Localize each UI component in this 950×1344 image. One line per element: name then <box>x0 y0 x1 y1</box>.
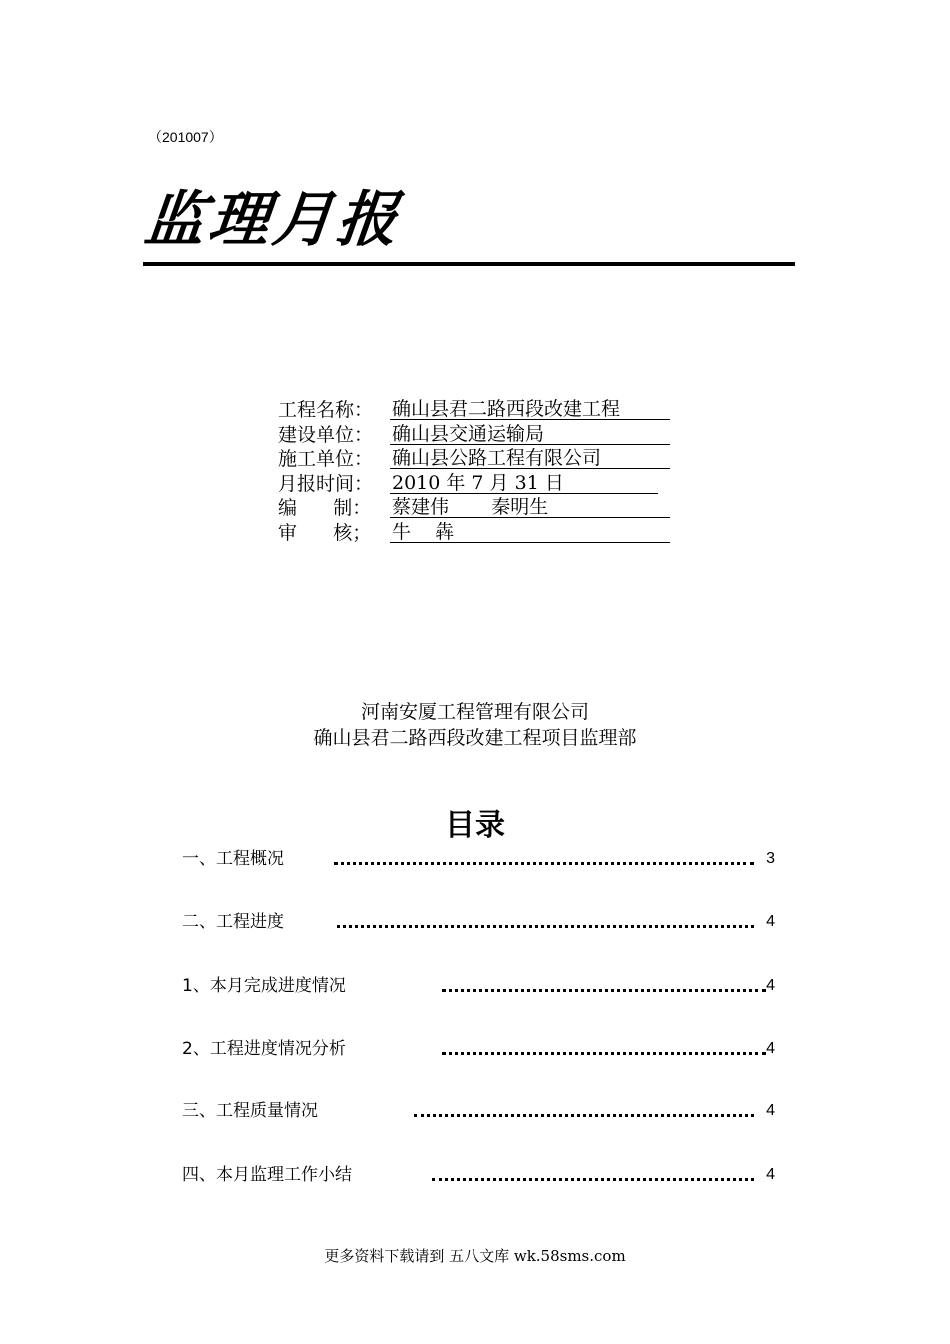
info-value: 蔡建伟 秦明生 <box>390 496 670 518</box>
info-value: 确山县公路工程有限公司 <box>390 447 670 469</box>
toc-title: 目录 <box>445 808 505 843</box>
info-row-project-name <box>278 398 670 423</box>
document-title: 监理月报 <box>141 185 405 255</box>
info-label: 编 制： <box>278 497 372 520</box>
toc-leader-dots <box>334 859 754 865</box>
toc-item[interactable] <box>182 1163 780 1187</box>
info-label: 工程名称： <box>278 399 374 421</box>
company-name: 河南安厦工程管理有限公司 <box>360 701 589 723</box>
toc-item-page: 4 <box>766 1040 775 1057</box>
toc-leader-dots <box>337 922 754 928</box>
toc-item[interactable] <box>182 1099 780 1123</box>
info-value: 2010 年 7 月 31 日 <box>390 472 658 494</box>
title-block <box>143 182 795 266</box>
department-name: 确山县君二路西段改建工程项目监理部 <box>313 727 637 749</box>
toc-leader-dots <box>442 1049 766 1055</box>
info-row-reviewed-by <box>278 521 670 546</box>
toc-item-page: 4 <box>766 1102 775 1119</box>
info-value: 确山县君二路西段改建工程 <box>390 398 670 420</box>
toc-item-page: 3 <box>766 850 775 867</box>
toc-item[interactable] <box>182 847 780 871</box>
toc-item[interactable] <box>182 1037 780 1061</box>
info-label: 建设单位： <box>278 423 374 446</box>
toc-item-label: 二、工程进度 <box>182 912 284 932</box>
toc-item[interactable] <box>182 974 780 998</box>
toc-leader-dots <box>414 1111 754 1117</box>
info-row-prepared-by <box>278 496 670 521</box>
toc-item-label: 2、工程进度情况分析 <box>182 1039 346 1059</box>
toc-leader-dots <box>442 986 766 992</box>
toc-item-label: 一、工程概况 <box>182 849 284 869</box>
info-row-report-date <box>278 472 670 497</box>
toc-leader-dots <box>432 1175 754 1181</box>
toc-item-page: 4 <box>766 977 775 994</box>
footer-note: 更多资料下载请到 五八文库 wk.58sms.com <box>324 1247 626 1265</box>
info-row-contractor <box>278 447 670 472</box>
project-info <box>278 398 670 546</box>
toc-item-label: 四、本月监理工作小结 <box>182 1165 352 1185</box>
info-value: 牛 犇 <box>390 521 670 543</box>
toc-item-label: 1、本月完成进度情况 <box>182 976 346 996</box>
info-value: 确山县交通运输局 <box>390 423 670 445</box>
document-code: （201007） <box>148 129 223 145</box>
info-label: 月报时间： <box>278 472 374 495</box>
toc-item-page: 4 <box>766 913 775 930</box>
toc-item-label: 三、工程质量情况 <box>182 1101 318 1121</box>
info-label: 施工单位： <box>278 448 374 471</box>
info-label: 审 核； <box>278 521 372 544</box>
toc-item[interactable] <box>182 910 780 934</box>
info-row-owner <box>278 423 670 448</box>
toc-item-page: 4 <box>766 1166 775 1183</box>
